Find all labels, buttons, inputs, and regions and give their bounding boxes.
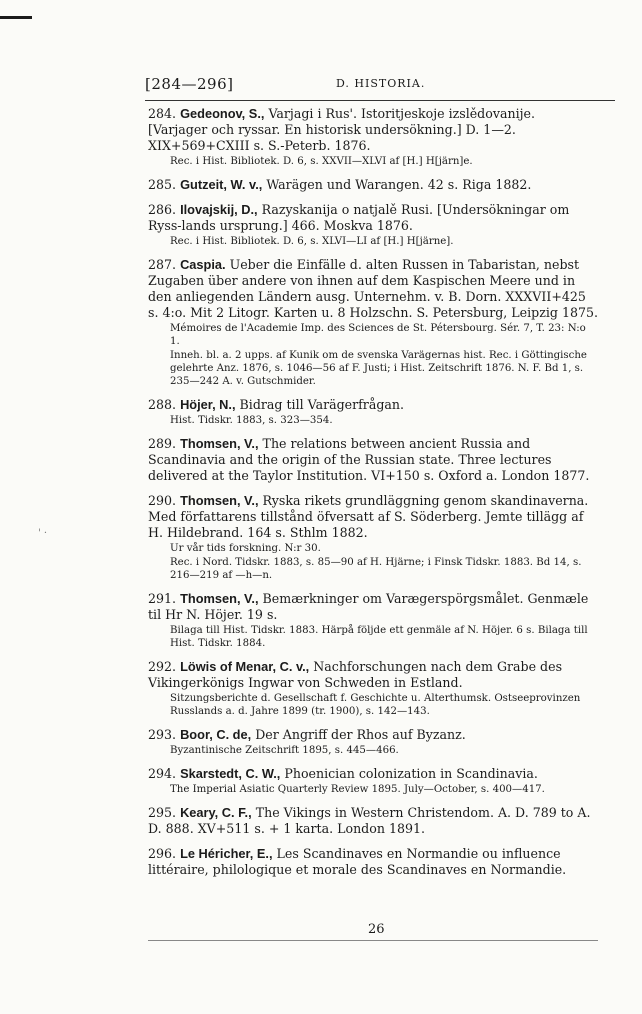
- corner-mark: [0, 16, 32, 19]
- entry-text: Ryska rikets grundläggning genom skandinaverna. Med författarens tillstånd öfversatt af S. Söderberg. Jemte tillägg af H. Hildebrand. 164 s. Sthlm 1882.: [148, 493, 589, 540]
- entry-number: 292.: [148, 659, 177, 674]
- entry-number: 286.: [148, 202, 177, 217]
- bibliography-entry: [148, 766, 598, 796]
- entry-author: Gutzeit, W. v.,: [180, 177, 263, 192]
- entry-text: Warägen und Warangen. 42 s. Riga 1882.: [266, 177, 532, 192]
- bibliography-entry: [148, 805, 598, 837]
- entry-number: 284.: [148, 106, 177, 121]
- bibliography-entry: [148, 257, 598, 388]
- bibliography-entry: [148, 591, 598, 650]
- entry-text: Bemærkninger om Varægerspörgsmålet. Genmæle til Hr N. Höjer. 19 s.: [148, 591, 589, 622]
- entry-note: Rec. i Hist. Bibliotek. D. 6, s. XLVI—LI af [H.] H[järne].: [170, 236, 454, 247]
- bibliography-entry: [148, 202, 598, 248]
- entry-number: 289.: [148, 436, 177, 451]
- entry-number: 285.: [148, 177, 177, 192]
- entry-text: Varjagi i Rus'. Istoritjeskoje izslědovanije. [Varjager och ryssar. En historisk undersökning.] D. 1—2. XIX+569+CXIII s. S.-Peterb. 1876.: [148, 106, 535, 153]
- entry-author: Thomsen, V.,: [180, 591, 259, 606]
- entry-text: Ueber die Einfälle d. alten Russen in Tabaristan, nebst Zugaben über andere von ihnen auf dem Kaspischen Meere und in den anliegenden Ländern ausg. Unternehm. v. B. Dorn. XXXVII+425 s. 4:o. Mit 2 Litogr. Karten u. 8 Holzschn. S. Petersburg, Leipzig 1875.: [148, 257, 598, 320]
- entry-author: Caspia.: [180, 257, 226, 272]
- entry-number: 291.: [148, 591, 177, 606]
- entry-note: Sitzungsberichte d. Gesellschaft f. Geschichte u. Alterthumsk. Ostseeprovinzen Russlands a. d. Jahre 1899 (tr. 1900), s. 142—143.: [170, 693, 581, 717]
- entry-text: Nachforschungen nach dem Grabe des Vikingerkönigs Ingwar von Schweden in Estland.: [148, 659, 563, 690]
- entry-author: Höjer, N.,: [180, 397, 236, 412]
- entry-author: Keary, C. F.,: [180, 805, 252, 820]
- bibliography-entry: [148, 846, 598, 878]
- entry-author: Le Héricher, E.,: [180, 846, 273, 861]
- entry-note: Hist. Tidskr. 1883, s. 323—354.: [170, 415, 333, 426]
- entry-author: Ilovajskij, D.,: [180, 202, 258, 217]
- entry-note: Ur vår tids forskning. N:r 30.: [170, 543, 321, 554]
- bibliography-entry: [148, 397, 598, 427]
- entry-number: 287.: [148, 257, 177, 272]
- entry-author: Thomsen, V.,: [180, 493, 259, 508]
- entry-text: The Vikings in Western Christendom. A. D. 789 to A. D. 888. XV+511 s. + 1 karta. London 1891.: [148, 805, 591, 836]
- entry-author: Thomsen, V.,: [180, 436, 259, 451]
- entry-text: Der Angriff der Rhos auf Byzanz.: [255, 727, 466, 742]
- entry-number: 290.: [148, 493, 177, 508]
- entry-text: Les Scandinaves en Normandie ou influence littéraire, philologique et morale des Scandinaves en Normandie.: [148, 846, 567, 877]
- entry-author: Boor, C. de,: [180, 727, 252, 742]
- entry-author: Löwis of Menar, C. v.,: [180, 659, 310, 674]
- entry-text: The relations between ancient Russia and Scandinavia and the origin of the Russian state. Three lectures delivered at the Taylor Institution. VI+150 s. Oxford a. London 1877.: [148, 436, 590, 483]
- bibliography-entry: [148, 727, 598, 757]
- header-rule: [145, 100, 615, 101]
- entry-text: Phoenician colonization in Scandinavia.: [284, 766, 538, 781]
- entry-text: Bidrag till Varägerfrågan.: [239, 397, 405, 412]
- bibliography-entry: [148, 659, 598, 718]
- margin-mark: ' ·: [38, 528, 48, 539]
- page-number: 26: [368, 922, 385, 937]
- bibliography-entry: [148, 436, 598, 484]
- entry-range-header: [284—296]: [145, 75, 234, 93]
- entry-note: Bilaga till Hist. Tidskr. 1883. Härpå följde ett genmäle af N. Höjer. 6 s. Bilaga till Hist. Tidskr. 1884.: [170, 625, 588, 649]
- bibliography-list: [148, 106, 598, 887]
- entry-text: Razyskanija o natjalě Rusi. [Undersökningar om Ryss-lands ursprung.] 466. Moskva 1876.: [148, 202, 570, 233]
- section-title: D. HISTORIA.: [336, 77, 426, 90]
- entry-note: Mémoires de l'Academie Imp. des Sciences de St. Pétersbourg. Sér. 7, T. 23: N:o 1.: [170, 323, 586, 347]
- entry-number: 293.: [148, 727, 177, 742]
- footer-rule: [148, 940, 598, 941]
- entry-number: 288.: [148, 397, 177, 412]
- entry-note: Inneh. bl. a. 2 upps. af Kunik om de svenska Varägernas hist. Rec. i Göttingische gelehrte Anz. 1876, s. 1046—56 af F. Justi; i Hist. Zeitschrift 1876. N. F. Bd 1, s. 235—242 A. v. Gutschmider.: [170, 350, 587, 387]
- entry-number: 296.: [148, 846, 177, 861]
- entry-note: Rec. i Nord. Tidskr. 1883, s. 85—90 af H. Hjärne; i Finsk Tidskr. 1883. Bd 14, s. 216—219 af —h—n.: [170, 557, 582, 581]
- entry-note: The Imperial Asiatic Quarterly Review 1895. July—October, s. 400—417.: [170, 784, 545, 795]
- entry-note: Byzantinische Zeitschrift 1895, s. 445—466.: [170, 745, 399, 756]
- bibliography-entry: [148, 106, 598, 168]
- entry-author: Skarstedt, C. W.,: [180, 766, 281, 781]
- entry-number: 294.: [148, 766, 177, 781]
- bibliography-entry: [148, 177, 598, 193]
- entry-note: Rec. i Hist. Bibliotek. D. 6, s. XXVII—XLVI af [H.] H[järn]e.: [170, 156, 473, 167]
- entry-number: 295.: [148, 805, 177, 820]
- entry-author: Gedeonov, S.,: [180, 106, 265, 121]
- bibliography-entry: [148, 493, 598, 582]
